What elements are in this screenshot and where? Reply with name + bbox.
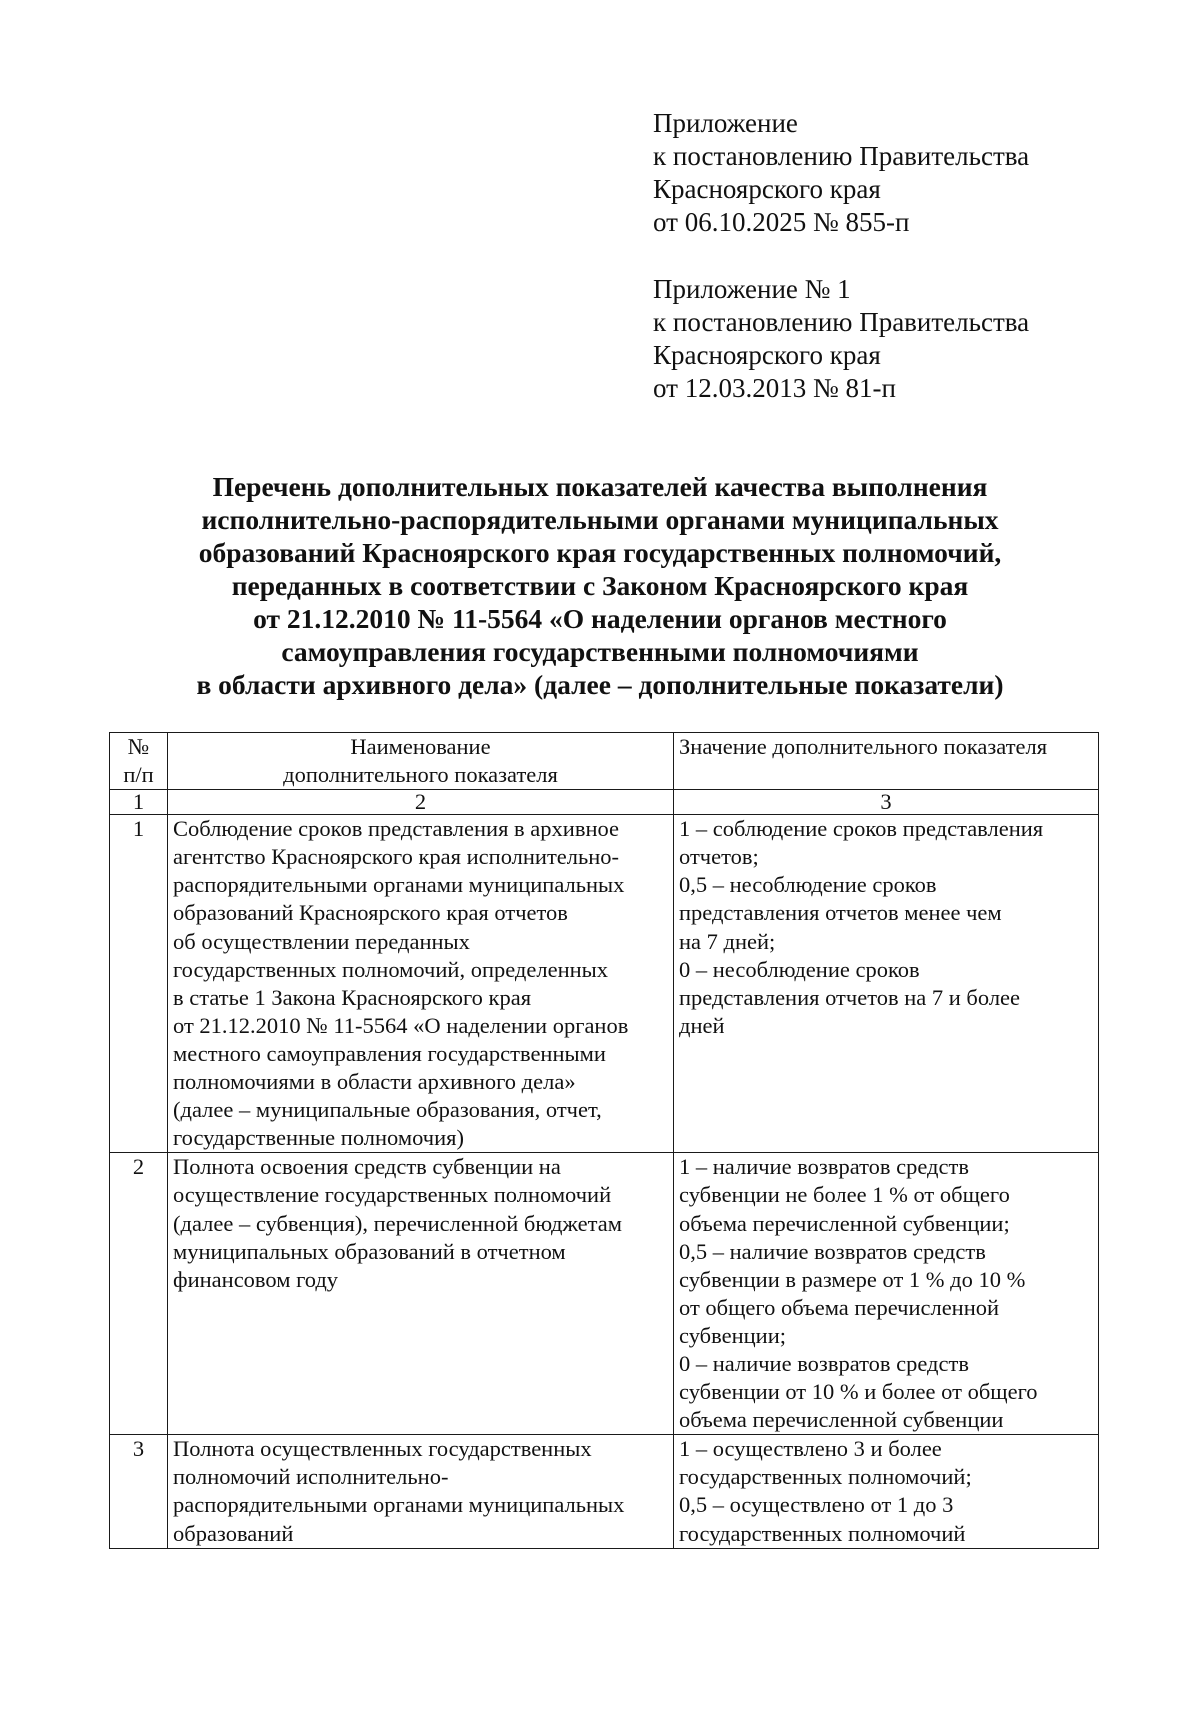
cell-line: 1 – наличие возвратов средств	[679, 1154, 969, 1180]
table-row	[110, 1153, 1099, 1435]
cell-line: государственных полномочий	[679, 1520, 966, 1546]
cell-line: 0,5 – наличие возвратов средств	[679, 1238, 986, 1264]
cell-line: образований Красноярского края отчетов	[173, 900, 568, 926]
cell-line: объема перечисленной субвенции;	[679, 1210, 1010, 1236]
table-header-row	[110, 733, 1099, 790]
indicators-table	[109, 732, 1099, 1549]
cell-line: субвенции в размере от 1 % до 10 %	[679, 1266, 1026, 1292]
cell-line: Соблюдение сроков представления в архивное	[173, 816, 620, 842]
cell-line: 1 – осуществлено 3 и более	[679, 1436, 942, 1462]
cell-line: полномочиями в области архивного дела»	[173, 1069, 576, 1095]
indicator-value-cell	[674, 815, 1099, 1153]
appendix-line: Красноярского края	[653, 340, 881, 370]
title-line: образований Красноярского края государственных полномочий,	[198, 537, 1002, 568]
row-number: 1	[110, 815, 168, 1153]
indicator-name-cell	[168, 1153, 674, 1435]
cell-line: полномочий исполнительно-	[173, 1464, 449, 1490]
title-line: самоуправления государственными полномочиями	[281, 636, 919, 667]
cell-line: осуществление государственных полномочий	[173, 1182, 612, 1208]
header-num-cell	[110, 733, 168, 790]
appendix-line: к постановлению Правительства	[653, 141, 1030, 171]
indicator-value-cell	[674, 1435, 1099, 1548]
header-value-line: Значение дополнительного показателя	[679, 734, 1048, 759]
row-number: 3	[110, 1435, 168, 1548]
header-name-line: дополнительного показателя	[283, 762, 558, 788]
cell-line: местного самоуправления государственными	[173, 1040, 606, 1066]
cell-line: на 7 дней;	[679, 928, 776, 954]
header-name-line: Наименование	[350, 734, 491, 759]
cell-line: представления отчетов на 7 и более	[679, 984, 1021, 1010]
cell-line: муниципальных образований в отчетном	[173, 1238, 566, 1264]
cell-line: объема перечисленной субвенции	[679, 1407, 1004, 1433]
header-name-cell	[168, 733, 674, 790]
cell-line: агентство Красноярского края исполнительно-	[173, 844, 620, 870]
cell-line: государственные полномочия)	[173, 1125, 464, 1151]
title-line: Перечень дополнительных показателей качества выполнения	[212, 471, 988, 502]
cell-line: 0,5 – несоблюдение сроков	[679, 872, 937, 898]
cell-line: отчетов;	[679, 844, 759, 870]
appendix-line: Приложение	[653, 108, 798, 138]
cell-line: субвенции;	[679, 1322, 786, 1348]
appendix-line: от 06.10.2025 № 855-п	[653, 207, 910, 237]
appendix-line: Приложение № 1	[653, 274, 851, 304]
appendix-line: от 12.03.2013 № 81-п	[653, 373, 896, 403]
indicator-name-cell	[168, 815, 674, 1153]
header-value-cell	[674, 733, 1099, 790]
title-line: переданных в соответствии с Законом Красноярского края	[231, 570, 969, 601]
cell-line: Полнота осуществленных государственных	[173, 1436, 592, 1462]
cell-line: 1 – соблюдение сроков представления	[679, 816, 1044, 842]
cell-line: субвенции не более 1 % от общего	[679, 1182, 1010, 1208]
cell-line: государственных полномочий;	[679, 1464, 972, 1490]
table-row	[110, 1435, 1099, 1548]
appendix-line: к постановлению Правительства	[653, 307, 1030, 337]
cell-line: субвенции от 10 % и более от общего	[679, 1379, 1038, 1405]
cell-line: представления отчетов менее чем	[679, 900, 1002, 926]
cell-line: дней	[679, 1012, 725, 1038]
document-title	[120, 470, 1080, 701]
header-num-line: №	[127, 734, 150, 759]
indicator-name-cell	[168, 1435, 674, 1548]
cell-line: от 21.12.2010 № 11-5564 «О наделении органов	[173, 1012, 629, 1038]
column-number-row	[110, 790, 1099, 815]
row-number: 2	[110, 1153, 168, 1435]
cell-line: 0 – несоблюдение сроков	[679, 956, 920, 982]
cell-line: образований	[173, 1520, 294, 1546]
title-line: в области архивного дела» (далее – дополнительные показатели)	[196, 669, 1004, 700]
cell-line: от общего объема перечисленной	[679, 1294, 1000, 1320]
cell-line: финансовом году	[173, 1266, 339, 1292]
column-number: 3	[674, 790, 1099, 815]
cell-line: в статье 1 Закона Красноярского края	[173, 984, 532, 1010]
title-line: исполнительно-распорядительными органами муниципальных	[201, 504, 999, 535]
appendix-header-current	[653, 107, 1029, 239]
cell-line: 0 – наличие возвратов средств	[679, 1350, 969, 1376]
cell-line: распорядительными органами муниципальных	[173, 1492, 625, 1518]
cell-line: (далее – муниципальные образования, отчет,	[173, 1097, 602, 1123]
cell-line: 0,5 – осуществлено от 1 до 3	[679, 1492, 954, 1518]
title-line: от 21.12.2010 № 11-5564 «О наделении органов местного	[253, 603, 947, 634]
cell-line: Полнота освоения средств субвенции на	[173, 1154, 561, 1180]
table-row	[110, 815, 1099, 1153]
cell-line: (далее – субвенция), перечисленной бюджетам	[173, 1210, 623, 1236]
cell-line: об осуществлении переданных	[173, 928, 470, 954]
column-number: 2	[168, 790, 674, 815]
indicator-value-cell	[674, 1153, 1099, 1435]
cell-line: распорядительными органами муниципальных	[173, 872, 625, 898]
column-number: 1	[110, 790, 168, 815]
appendix-line: Красноярского края	[653, 174, 881, 204]
appendix-header-original	[653, 273, 1029, 405]
header-num-line: п/п	[123, 762, 154, 788]
cell-line: государственных полномочий, определенных	[173, 956, 609, 982]
